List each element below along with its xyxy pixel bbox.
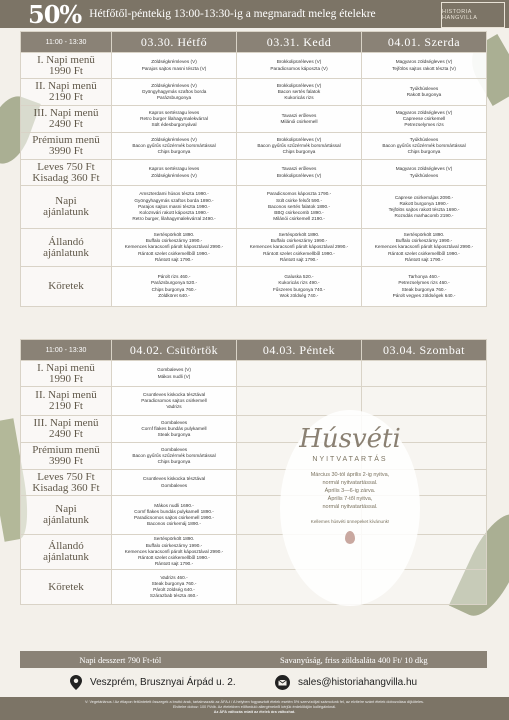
opening-hours: 11:00 - 13:30 (21, 32, 112, 53)
menu-table-week1 (20, 31, 487, 307)
table-row (21, 267, 487, 307)
easter-text: Március 30-tól április 2-ig nyitva, normál nyitvatartással. Április 3—6-ig zárva. Április 7-től nyitva, normál nyitvatartással. (310, 472, 390, 510)
row-label: Állandó ajánlatunk (21, 535, 112, 570)
menu-cell: Sertéspörkölt 1890. Buffalo csirkeszárny 1990.- Kemences karacsonfi párolt káposztával 2990.- Rántott szelet csirkemellből 1990.- Rántott sajt 1790.- (237, 229, 362, 267)
table-row (21, 229, 487, 267)
row-label: II. Napi menü 2190 Ft (21, 79, 112, 106)
table-header (21, 32, 487, 53)
row-label: II. Napi menü 2190 Ft (21, 387, 112, 416)
table-row (21, 570, 487, 605)
menu-cell: Zöldségkrémleves (V) Parajos sajtos masni tészta (V) (112, 53, 237, 79)
menu-cell: Csontleves kiskocka tésztával Gombaleves (112, 470, 237, 496)
menu-cell: Tarhonya 460.- Petrezselymes rizs 460.- Steak burgonya 760.- Párolt vegyes zöldségek 640.- (362, 267, 487, 307)
row-label: III. Napi menü 2490 Ft (21, 416, 112, 443)
empty-cell (362, 361, 487, 387)
easter-title: Húsvéti (299, 424, 401, 454)
easter-egg-icon (345, 531, 355, 544)
menu-cell: Brokkolipüréleves (V) Paradicsomos káposzta (V) (237, 53, 362, 79)
opening-hours: 11:00 - 13:30 (21, 340, 112, 361)
row-label: Köretek (21, 570, 112, 605)
table-row (21, 160, 487, 186)
table-row (21, 186, 487, 229)
footer-line: Elvitelre doboz: 100 Ft/db. Az ételekben előforduló allergénekről kérjük érdeklődjön kollégáinknál. (172, 705, 337, 709)
menu-cell: Brokkolipüréleves (V) Bacon sertés falatok Kukoricás rizs (237, 79, 362, 106)
menu-cell: Paradicsomos káposzta 1790.- Sült csirke felsőt 590.- Baconos sertés falatok 1890.- BBQ csirkecomb 1890.- Milánói csirkemell 2190.- (237, 186, 362, 229)
day-header: 04.02. Csütörtök (112, 340, 237, 361)
day-header: 04.01. Szerda (362, 32, 487, 53)
easter-opening-hours-notice (280, 410, 420, 606)
menu-cell: Csontleves kiskocka tésztával Paradicsomos sajtos csirkemell Vadrizs (112, 387, 237, 416)
menu-cell: Kapros sertésragu leves Retro burger lilahagymalekvárral Sült édesburgonyával (112, 106, 237, 133)
easter-subtitle: NYITVATARTÁS (312, 456, 388, 463)
day-header: 03.04. Szombat (362, 340, 487, 361)
address: Veszprém, Brusznyai Árpád u. 2. (90, 677, 236, 688)
row-label: I. Napi menü 1990 Ft (21, 361, 112, 387)
email-icon (275, 675, 290, 690)
contact-bar (0, 669, 509, 697)
promo-text: Hétfőtől-péntekig 13:00-13:30-ig a megmaradt meleg ételekre (89, 8, 376, 20)
logo: HISTORIA HANGVILLA (441, 2, 505, 28)
menu-cell: Tavaszi erőleves Milánói csirkemell (237, 106, 362, 133)
menu-cell: Tyúkhúsleves Bacon gyűrűs szűzérmék borsmártással Chips burgonya (362, 133, 487, 160)
table-row (21, 535, 487, 570)
location-pin-icon (70, 675, 82, 690)
table-row (21, 53, 487, 79)
menu-cell: Zöldségkrémleves (V) Bacon gyűrűs szűzérmék borsmártással Chips burgonya (112, 133, 237, 160)
menu-cell: Magyaros zöldségleves (V) Tyúkhúsleves (362, 160, 487, 186)
bottom-info-bar (20, 651, 487, 668)
easter-wish: Kellemes húsvéti ünnepeket kívánunk! (310, 519, 390, 524)
row-label: Napi ajánlatunk (21, 496, 112, 535)
table-row (21, 79, 487, 106)
menu-cell: Magyaros zöldségleves (V) Tejfölös sajtos rakott tészta (V) (362, 53, 487, 79)
table-row (21, 133, 487, 160)
row-label: Prémium menü 3990 Ft (21, 133, 112, 160)
salad-price: Savanyúság, friss zöldsaláta 400 Ft/ 10 dkg (280, 654, 428, 665)
footer-line: Az ÁFA változás miatt az ételek ára változhat. (213, 710, 296, 714)
table-row (21, 361, 487, 387)
row-label: Köretek (21, 267, 112, 307)
row-label: Állandó ajánlatunk (21, 229, 112, 267)
menu-cell: Sertéspörkölt 1890. Buffalo csirkeszárny 1990.- Kemences karacsonfi párolt káposztával 2990.- Rántott szelet csirkemellből 1990.- Rántott sajt 1790.- (362, 229, 487, 267)
empty-cell (237, 361, 362, 387)
menu-cell: Zöldségkrémleves (V) Gyöngyhagymás szaftos borda Parázsburgonya (112, 79, 237, 106)
row-label: I. Napi menü 1990 Ft (21, 53, 112, 79)
menu-cell: Amszterdami húsos tészta 1990.- Gyöngyhagymás szaftos borda 1890.- Parajos sajtos masni tészta 1990.- Kolozsvári rakott káposzta 1990.- Retro burger, lilahagymalekvárral 2490.- (112, 186, 237, 229)
row-label: III. Napi menü 2490 Ft (21, 106, 112, 133)
menu-cell: Galuska 520.- Kukoricás rizs 490.- Fűszeres burgonya 740.- Wok zöldség 740.- (237, 267, 362, 307)
footer-notes (0, 697, 509, 720)
row-label: Leves 750 Ft Kisadag 360 Ft (21, 160, 112, 186)
menu-cell: Brokkolipüréleves (V) Bacon gyűrűs szűzérmék borsmártással Chips burgonya (237, 133, 362, 160)
table-header (21, 340, 487, 361)
row-label: Leves 750 Ft Kisadag 360 Ft (21, 470, 112, 496)
menu-cell: Párolt rizs 460.- Parázsburgonya 520.- Chips burgonya 760.- Zöldköret 640.- (112, 267, 237, 307)
menu-cell: Tyúkhúsleves Rakott burgonya (362, 79, 487, 106)
menu-cell: Vadrizs 460.- Steak burgonya 760.- Párolt zöldség 640.- Szárazbab tészta 460.- (112, 570, 237, 605)
menu-cell: Mákos nudli 1690.- Cornf flakes bundás pulykamell 1890.- Paradicsomos sajtos csirkemell 1990.- Baconos csirkemáj 1890.- (112, 496, 237, 535)
table-row (21, 106, 487, 133)
menu-cell: Tavaszi erőleves Brokkolipüréleves (V) (237, 160, 362, 186)
top-banner (0, 0, 509, 28)
discount-percent: 50% (28, 0, 82, 29)
email-link[interactable]: sales@historiahangvilla.hu (298, 677, 418, 688)
empty-cell (362, 387, 487, 416)
footer-line: V: Vegetáriánus / Az étlapon feltüntetett összegek a bruttó árak, tartalmazzák az ÁFA-t / A helyben fogyasztott ételek esetén 5% szervízdíjat számolunk fel, az elvitelre szánt ételek dobozolása díjköteles. (84, 700, 425, 704)
menu-cell: Caprese csirkemájas 2090.- Rakott burgonya 1990.- Tejfölös sajtos rakott tészta 1690.- Rozsdás marhacomb 2190.- (362, 186, 487, 229)
menu-cell: Sertéspörkölt 1890. Buffalo csirkeszárny 1990.- Kemences karacsonfi párolt káposztával 2990.- Rántott szelet csirkemellből 1990.- Rántott sajt 1790.- (112, 229, 237, 267)
row-label: Napi ajánlatunk (21, 186, 112, 229)
day-header: 03.30. Hétfő (112, 32, 237, 53)
menu-cell: Magyaros zöldségleves (V) Capreese csirkemell Petrezselymes rizs (362, 106, 487, 133)
menu-cell: Gombaleves Cornf flakes bundás pulykamell Steak burgonya (112, 416, 237, 443)
menu-cell: Gombaleves (V) Mákos nudli (V) (112, 361, 237, 387)
day-header: 04.03. Péntek (237, 340, 362, 361)
dessert-price: Napi desszert 790 Ft-tól (79, 654, 162, 665)
menu-cell: Kapros sertésragu leves Zöldségkrémleves (V) (112, 160, 237, 186)
day-header: 03.31. Kedd (237, 32, 362, 53)
table-row (21, 387, 487, 416)
menu-cell: Sertéspörkölt 1890. Buffalo csirkeszárny 1990.- Kemences karacsonfi párolt káposztával 2990.- Rántott szelet csirkemellből 1990.- Rántott sajt 1790.- (112, 535, 237, 570)
row-label: Prémium menü 3990 Ft (21, 443, 112, 470)
menu-cell: Gombaleves Bacon gyűrűs szűzérmék borsmártással Chips burgonya (112, 443, 237, 470)
